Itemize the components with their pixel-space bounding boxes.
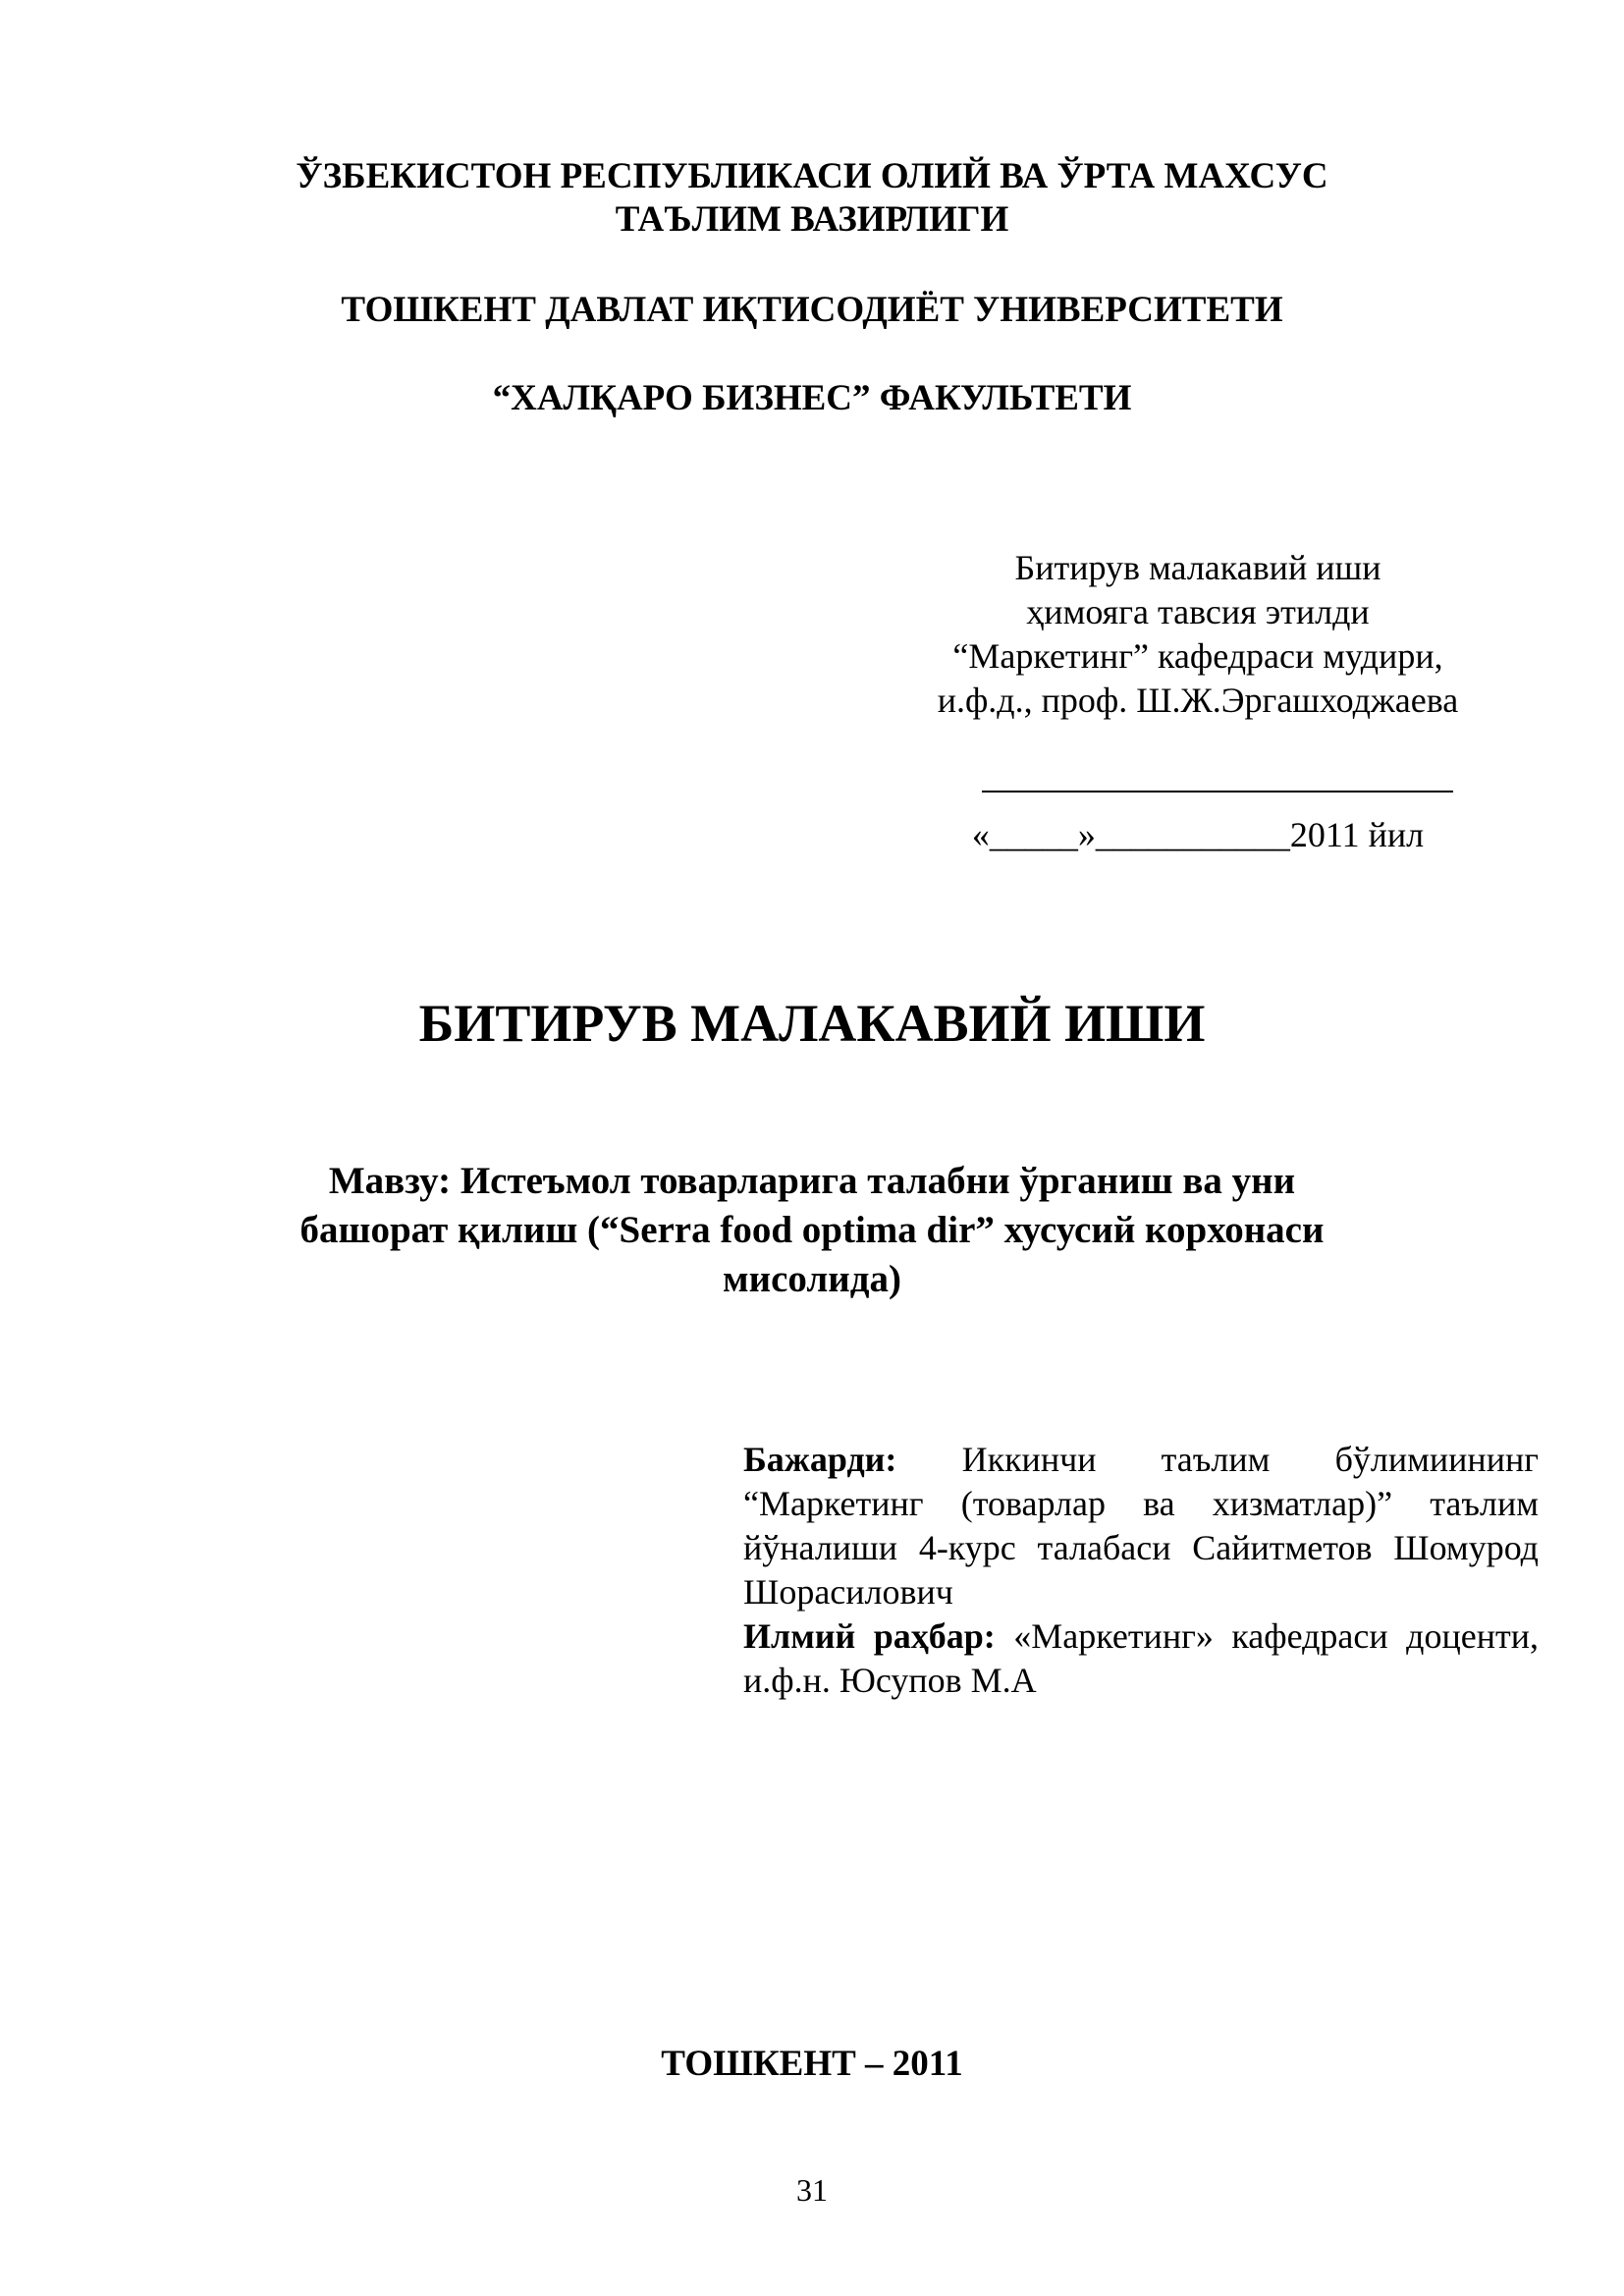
page-number: 31 bbox=[796, 2172, 828, 2208]
performer-paragraph bbox=[743, 1438, 1539, 1614]
approval-line-1: Битирув малакавий иши bbox=[1014, 548, 1381, 587]
signature-line bbox=[982, 791, 1453, 793]
faculty-heading: “ХАЛҚАРО БИЗНЕС” ФАКУЛЬТЕТИ bbox=[492, 378, 1132, 418]
topic-line-2: башорат қилиш (“Serra food optima dir” хусусий корхонаси bbox=[299, 1209, 1325, 1251]
performer-label: Бажарди: bbox=[743, 1440, 897, 1479]
ministry-line-2: ТАЪЛИМ ВАЗИРЛИГИ bbox=[615, 199, 1009, 240]
approval-line-3: “Маркетинг” кафедраси мудири, bbox=[952, 636, 1443, 676]
advisor-text: «Маркетинг» кафедраси доценти, и.ф.н. Юсупов М.А bbox=[743, 1616, 1539, 1700]
approval-line-2: ҳимояга тавсия этилди bbox=[1026, 592, 1370, 631]
university-heading: ТОШКЕНТ ДАВЛАТ ИҚТИСОДИЁТ УНИВЕРСИТЕТИ bbox=[341, 290, 1283, 330]
topic-line-1: Мавзу: Истеъмол товарларига талабни ўрганиш ва уни bbox=[328, 1160, 1296, 1202]
document-title: БИТИРУВ МАЛАКАВИЙ ИШИ bbox=[418, 994, 1206, 1053]
approval-block bbox=[884, 546, 1512, 723]
city-year: ТОШКЕНТ – 2011 bbox=[661, 2044, 963, 2084]
topic-block bbox=[0, 1157, 1624, 1304]
credits-block bbox=[743, 1438, 1539, 1703]
ministry-heading bbox=[0, 155, 1624, 242]
advisor-paragraph bbox=[743, 1614, 1539, 1703]
advisor-label: Илмий раҳбар: bbox=[743, 1616, 996, 1656]
approval-date: «_____»___________2011 йил bbox=[971, 815, 1425, 854]
ministry-line-1: ЎЗБЕКИСТОН РЕСПУБЛИКАСИ ОЛИЙ ВА ЎРТА МАХСУС bbox=[296, 156, 1328, 196]
approval-line-4: и.ф.д., проф. Ш.Ж.Эргашходжаева bbox=[937, 681, 1459, 720]
performer-text: Иккинчи таълим бўлимиининг “Маркетинг (товарлар ва хизматлар)” таълим йўналиши 4-курс талабаси Сайитметов Шомурод Шорасилович bbox=[743, 1440, 1539, 1612]
topic-line-3: мисолида) bbox=[723, 1258, 901, 1300]
